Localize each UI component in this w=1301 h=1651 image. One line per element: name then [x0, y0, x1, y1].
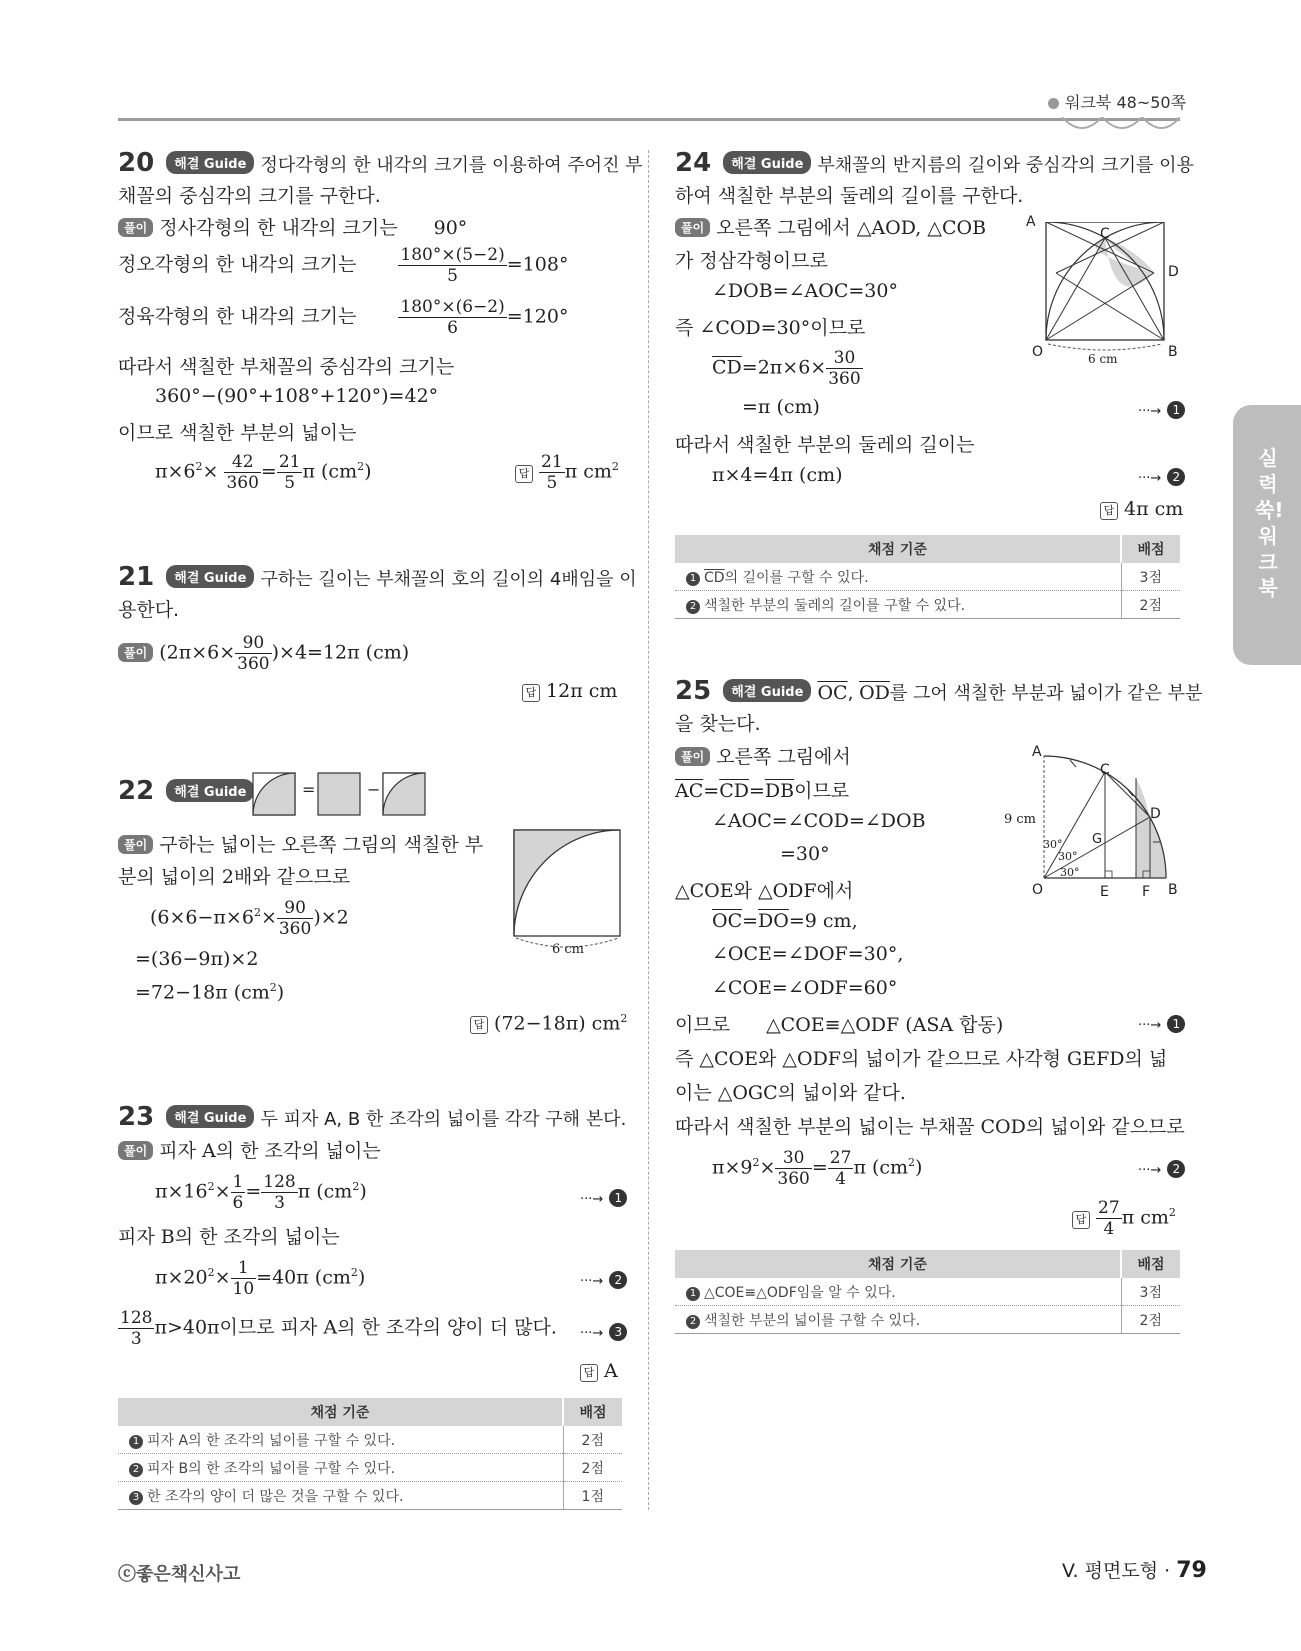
- q20-line3: [118, 297, 568, 338]
- answer-icon: 답: [1100, 502, 1118, 520]
- q23-line4: [155, 1258, 365, 1299]
- fraction: [261, 1172, 297, 1213]
- q22-header: [118, 776, 254, 806]
- guide-badge: 해결 Guide: [166, 779, 254, 802]
- guide-text-cont: 채꼴의 중심각의 크기를 구한다.: [118, 185, 381, 207]
- label-O: O: [1032, 882, 1044, 898]
- fraction: [1096, 1198, 1122, 1239]
- workbook-reference: [1048, 90, 1186, 113]
- label-B: B: [1168, 882, 1178, 898]
- label-O: O: [1032, 344, 1044, 360]
- q20-line1: [118, 213, 467, 240]
- q22-figure: [512, 828, 624, 960]
- text: ,: [847, 683, 860, 704]
- fraction: [277, 452, 303, 493]
- question-number: 24: [675, 148, 712, 178]
- sup: 2: [352, 1180, 360, 1194]
- solution-badge: 풀이: [675, 218, 710, 237]
- q25-line5: △COE와 △ODF에서: [675, 880, 854, 902]
- text: △COE≡△ODF (ASA 합동): [766, 1014, 1004, 1036]
- question-number: 25: [675, 676, 712, 706]
- arrow: ···→: [1138, 1018, 1162, 1033]
- text: π (cm: [302, 460, 358, 483]
- angle-label: 30°: [1060, 866, 1080, 879]
- q24-mark2: [1138, 465, 1185, 487]
- row-text: △COE≡△ODF임을 알 수 있다.: [704, 1284, 896, 1301]
- denominator: 10: [232, 1279, 255, 1299]
- arc-label: $\overline{DB}$: [764, 780, 795, 802]
- text: 이므로: [794, 780, 850, 802]
- row-points: 3점: [1121, 563, 1180, 591]
- angle-label: 30°: [1058, 850, 1078, 863]
- numerator: 27: [829, 1148, 852, 1168]
- label-F: F: [1142, 884, 1151, 900]
- denominator: 360: [278, 919, 312, 939]
- q24-line7: 따라서 색칠한 부분의 둘레의 길이는: [675, 434, 975, 456]
- row-text: 피자 A의 한 조각의 넓이를 구할 수 있다.: [147, 1432, 396, 1449]
- q22-figure-length: 6 cm: [552, 942, 585, 957]
- arc-label: $\overline{CD}$: [712, 356, 742, 379]
- row-text: 의 길이를 구할 수 있다.: [724, 569, 869, 586]
- q25-line7: ∠OCE=∠DOF=30°,: [712, 943, 904, 965]
- q20-line2: [118, 245, 568, 286]
- column-divider: [648, 150, 649, 1510]
- fraction: [235, 633, 271, 674]
- denominator: 3: [130, 1329, 142, 1349]
- answer-icon: 답: [580, 1364, 598, 1382]
- fraction: [224, 452, 260, 493]
- q25-line11: 이는 △OGC의 넓이와 같다.: [675, 1082, 906, 1104]
- row-points: 1점: [563, 1482, 622, 1510]
- guide-text: 구하는 길이는 부채꼴의 호의 길이의 4배임을 이: [260, 569, 637, 590]
- q20-line6: 이므로 색칠한 부분의 넓이는: [118, 422, 357, 444]
- row-text: 색칠한 부분의 둘레의 길이를 구할 수 있다.: [704, 597, 966, 614]
- q25-line8: ∠COE=∠ODF=60°: [712, 977, 898, 999]
- guide-badge: 해결 Guide: [166, 151, 254, 174]
- q24-mark1: [1138, 398, 1185, 420]
- text: 이므로: [675, 1014, 731, 1036]
- row-points: 2점: [563, 1454, 622, 1482]
- row-points: 2점: [1121, 1306, 1180, 1334]
- numerator: 90: [277, 898, 313, 919]
- segment-label: $\overline{DO}$: [758, 910, 789, 932]
- q24-line3: ∠DOB=∠AOC=30°: [712, 280, 898, 302]
- points-header: 배점: [1121, 1250, 1180, 1278]
- denominator: 4: [835, 1169, 847, 1189]
- q25-header: [675, 676, 1202, 706]
- sup: 2: [350, 1266, 358, 1280]
- q24-figure: [1042, 222, 1168, 358]
- text: =40π (cm: [256, 1266, 351, 1289]
- row-points: 2점: [1121, 591, 1180, 619]
- answer-value: 4π cm: [1124, 498, 1184, 520]
- label-D: D: [1168, 264, 1179, 280]
- numerator: 27: [1098, 1198, 1120, 1218]
- q21-header: [118, 562, 637, 592]
- text: =72−18π (cm: [135, 981, 270, 1004]
- q25-line13: [712, 1148, 922, 1189]
- fraction: [277, 898, 313, 939]
- q25-line1: [675, 742, 851, 769]
- text: ): [364, 460, 372, 483]
- result: =108°: [506, 253, 569, 276]
- answer-value: 12π cm: [546, 680, 618, 702]
- q25-mark2: [1138, 1157, 1185, 1179]
- row-number: 1: [686, 1287, 700, 1301]
- text: ×: [202, 460, 219, 483]
- numerator: 30: [775, 1148, 811, 1169]
- q25-scoring-table: [675, 1250, 1180, 1334]
- text: 오른쪽 그림에서 △AOD, △COB: [716, 217, 987, 239]
- answer-icon: 답: [1072, 1211, 1090, 1229]
- fraction: [775, 1148, 811, 1189]
- text: ×: [214, 1266, 231, 1289]
- criteria-header: 채점 기준: [675, 1250, 1121, 1278]
- q23-line1: [118, 1136, 381, 1163]
- q23-mark3: [580, 1320, 627, 1342]
- mark-number: 1: [1167, 1015, 1185, 1033]
- guide-badge: 해결 Guide: [723, 679, 811, 702]
- text: ×: [214, 1180, 231, 1203]
- side-tab-label: 실력 쑥! 워크북: [1255, 446, 1284, 600]
- label-G: G: [1092, 832, 1103, 847]
- q23-line5: [118, 1308, 557, 1349]
- arrow: ···→: [580, 1274, 604, 1289]
- arrow: ···→: [1138, 471, 1162, 486]
- fraction: [398, 245, 506, 286]
- text: =: [260, 460, 277, 483]
- text: 정육각형의 한 내각의 크기는: [118, 305, 357, 328]
- denominator: 360: [777, 1169, 810, 1189]
- text: ×: [260, 906, 277, 929]
- solution-badge: 풀이: [118, 835, 153, 854]
- sup: 2: [620, 1012, 628, 1025]
- sup: 2: [357, 460, 365, 474]
- text: π (cm: [853, 1156, 909, 1179]
- solution-badge: 풀이: [675, 747, 710, 766]
- mark-number: 1: [609, 1189, 627, 1207]
- text: )×2: [313, 906, 349, 929]
- arrow: ···→: [580, 1326, 604, 1341]
- text: =: [245, 1180, 262, 1203]
- numerator: 1: [232, 1172, 244, 1192]
- denominator: 360: [237, 654, 270, 674]
- table-row: [118, 1482, 622, 1510]
- segment-label: $\overline{OC}$: [712, 910, 743, 932]
- table-row: [118, 1454, 622, 1482]
- text: =: [742, 910, 759, 932]
- q25-line10: 즉 △COE와 △ODF의 넓이가 같으므로 사각형 GEFD의 넓: [675, 1048, 1168, 1070]
- text: π×20: [155, 1266, 208, 1289]
- row-number: 1: [686, 572, 700, 586]
- table-row: [675, 1306, 1180, 1334]
- solution-badge: 풀이: [118, 218, 153, 237]
- question-number: 23: [118, 1102, 155, 1132]
- text: =9 cm,: [788, 910, 858, 932]
- sup: 2: [908, 1156, 916, 1170]
- question-number: 21: [118, 562, 155, 592]
- numerator: 42: [224, 452, 260, 473]
- text: 오른쪽 그림에서: [716, 746, 851, 768]
- separator: ·: [1164, 1560, 1171, 1582]
- q21-answer: [522, 680, 617, 702]
- row-number: 2: [129, 1463, 143, 1477]
- q23-header: [118, 1102, 626, 1132]
- row-text: 한 조각의 양이 더 많은 것을 구할 수 있다.: [147, 1488, 404, 1505]
- equals-sign: =: [302, 780, 316, 799]
- denominator: 6: [232, 1193, 244, 1213]
- sup: 2: [207, 1180, 215, 1194]
- text: =: [703, 780, 720, 802]
- fraction: [118, 1308, 154, 1349]
- row-points: 3점: [1121, 1278, 1180, 1306]
- q22-line3: [150, 898, 349, 939]
- table-row: [675, 563, 1180, 591]
- label-C: C: [1100, 762, 1110, 778]
- label-D: D: [1150, 806, 1161, 822]
- row-points: 2점: [563, 1426, 622, 1454]
- q24-scoring-table: [675, 535, 1180, 619]
- q25-line9: [675, 1010, 1003, 1037]
- answer-value: (72−18π) cm: [494, 1012, 621, 1035]
- label-A: A: [1026, 214, 1036, 230]
- minus-sign: −: [367, 780, 381, 799]
- denominator: 5: [546, 473, 558, 493]
- text: )×4=12π (cm): [271, 641, 410, 664]
- text: π×16: [155, 1180, 208, 1203]
- sup: 2: [1168, 1206, 1176, 1220]
- q25-line4: =30°: [780, 843, 830, 865]
- numerator: 30: [826, 348, 862, 369]
- q23-line2: [155, 1172, 367, 1213]
- guide-text: 를 그어 색칠한 부분과 넓이가 같은 부분: [889, 683, 1203, 704]
- criteria-header: 채점 기준: [675, 535, 1121, 563]
- denominator: 3: [274, 1193, 285, 1213]
- numerator: 21: [278, 452, 301, 472]
- q20-line4: 따라서 색칠한 부채꼴의 중심각의 크기는: [118, 356, 455, 378]
- text: (6×6−π×6: [150, 906, 254, 929]
- label-A: A: [1032, 744, 1042, 760]
- text: π>40π이므로 피자 A의 한 조각의 양이 더 많다.: [154, 1316, 557, 1339]
- mark-number: 3: [609, 1323, 627, 1341]
- text: =2π×6×: [741, 356, 827, 379]
- text: ): [359, 1180, 367, 1203]
- numerator: 1: [231, 1258, 257, 1279]
- text: 정오각형의 한 내각의 크기는: [118, 253, 357, 276]
- denominator: 360: [226, 473, 259, 493]
- fraction: [231, 1172, 246, 1213]
- numerator: 90: [235, 633, 271, 654]
- sup: 2: [611, 460, 619, 474]
- q23-mark2: [580, 1268, 627, 1290]
- row-text: 피자 B의 한 조각의 넓이를 구할 수 있다.: [147, 1460, 396, 1477]
- segment-label: $\overline{OD}$: [859, 682, 890, 704]
- q20-header: [118, 148, 643, 178]
- guide-text: 정다각형의 한 내각의 크기를 이용하여 주어진 부: [260, 155, 643, 176]
- guide-text: 부채꼴의 반지름의 길이와 중심각의 크기를 이용: [817, 155, 1194, 176]
- guide-text-cont: 을 찾는다.: [675, 713, 761, 735]
- label-C: C: [1100, 226, 1110, 242]
- length-label: 6 cm: [1088, 352, 1118, 366]
- arrow: ···→: [1138, 404, 1162, 419]
- q24-answer: [1100, 498, 1183, 520]
- length-label: 9 cm: [1004, 812, 1037, 827]
- q24-line5: [712, 348, 863, 389]
- question-number: 22: [118, 776, 155, 806]
- guide-text-cont: 하여 색칠한 부분의 둘레의 길이를 구한다.: [675, 185, 1024, 207]
- table-row: [118, 1426, 622, 1454]
- denominator: 4: [1103, 1219, 1115, 1239]
- q24-line2: 가 정삼각형이므로: [675, 250, 828, 272]
- criteria-header: 채점 기준: [118, 1398, 563, 1426]
- mark-number: 2: [1167, 1160, 1185, 1178]
- text: ): [276, 981, 285, 1004]
- row-number: 3: [129, 1491, 143, 1505]
- q22-line1: [118, 830, 483, 857]
- q22-answer: [470, 1012, 627, 1034]
- mark-number: 1: [1167, 401, 1185, 419]
- fraction: [828, 1148, 854, 1189]
- sup: 2: [195, 460, 203, 474]
- q25-mark1: [1138, 1012, 1185, 1034]
- solution-badge: 풀이: [118, 1141, 153, 1160]
- q24-line6: =π (cm): [742, 396, 820, 418]
- guide-badge: 해결 Guide: [723, 151, 811, 174]
- text: =: [748, 780, 765, 802]
- mark-number: 2: [609, 1271, 627, 1289]
- text: 정사각형의 한 내각의 크기는: [159, 217, 398, 239]
- answer-icon: 답: [522, 684, 540, 702]
- unit: π cm: [1121, 1206, 1169, 1229]
- fraction: [231, 1258, 257, 1299]
- text: ): [915, 1156, 923, 1179]
- text: =: [811, 1156, 828, 1179]
- q20-answer: [515, 452, 619, 493]
- q25-line12: 따라서 색칠한 부분의 넓이는 부채꼴 COD의 넓이와 같으므로: [675, 1116, 1185, 1138]
- row-text: 색칠한 부분의 넓이를 구할 수 있다.: [704, 1312, 921, 1329]
- chapter-title: V. 평면도형: [1062, 1560, 1159, 1582]
- text: π×9: [712, 1156, 753, 1179]
- denominator: 360: [828, 369, 861, 389]
- bullet-dot-icon: [1048, 98, 1059, 109]
- arrow: ···→: [580, 1192, 604, 1207]
- text: ×: [759, 1156, 776, 1179]
- answer-value: A: [604, 1360, 618, 1382]
- text: 구하는 넓이는 오른쪽 그림의 색칠한 부: [159, 834, 484, 856]
- numerator: 128: [263, 1172, 296, 1192]
- arrow: ···→: [1138, 1163, 1162, 1178]
- points-header: 배점: [563, 1398, 622, 1426]
- numerator: 180°×(5−2): [400, 245, 505, 265]
- label-E: E: [1100, 884, 1109, 900]
- arc-label: $\overline{CD}$: [704, 569, 725, 586]
- fraction: [539, 452, 565, 493]
- arc-label: $\overline{CD}$: [719, 780, 749, 802]
- denominator: 5: [284, 473, 296, 493]
- denominator: 6: [447, 318, 458, 338]
- answer-icon: 답: [515, 465, 533, 483]
- q24-line8: π×4=4π (cm): [712, 464, 843, 486]
- fraction: [826, 348, 862, 389]
- numerator: 128: [120, 1308, 153, 1328]
- q25-line3: ∠AOC=∠COD=∠DOB: [712, 810, 926, 832]
- header-tabs-decoration: [1062, 117, 1180, 135]
- q21-line1: [118, 633, 409, 674]
- guide-text: 두 피자 A, B 한 조각의 넓이를 각각 구해 본다.: [260, 1109, 627, 1130]
- q22-line4: =(36−9π)×2: [135, 948, 259, 970]
- q22-line5: [135, 981, 284, 1003]
- mark-number: 2: [1167, 468, 1185, 486]
- row-number: 1: [129, 1435, 143, 1449]
- table-row: [675, 591, 1180, 619]
- q22-guide-diagram: [252, 772, 427, 816]
- angle-label: 30°: [1043, 838, 1063, 851]
- publisher-logo: ⓒ좋은책신사고: [118, 1564, 241, 1585]
- question-number: 20: [118, 148, 155, 178]
- header-rule: [118, 118, 1180, 121]
- guide-text-cont: 용한다.: [118, 599, 180, 621]
- solution-badge: 풀이: [118, 643, 153, 662]
- q20-line5: 360°−(90°+108°+120°)=42°: [155, 385, 439, 407]
- sup: 2: [253, 906, 261, 920]
- denominator: 5: [447, 266, 458, 286]
- q24-header: [675, 148, 1194, 178]
- text: 피자 A의 한 조각의 넓이는: [159, 1140, 381, 1162]
- guide-badge: 해결 Guide: [166, 565, 254, 588]
- workbook-pages: 워크북 48~50쪽: [1065, 93, 1187, 112]
- answer-icon: 답: [470, 1016, 488, 1034]
- text: π×6: [155, 460, 196, 483]
- table-row: [675, 1278, 1180, 1306]
- numerator: 21: [541, 452, 563, 472]
- q25-line6: [712, 910, 858, 932]
- label-B: B: [1168, 344, 1178, 360]
- q20-line7: [155, 452, 372, 493]
- fraction: [398, 297, 506, 338]
- segment-label: $\overline{OC}$: [817, 682, 848, 704]
- unit: π cm: [564, 460, 612, 483]
- page-footer: [1062, 1556, 1207, 1583]
- q23-scoring-table: [118, 1398, 622, 1510]
- sup: 2: [269, 981, 277, 994]
- q23-mark1: [580, 1186, 627, 1208]
- sup: 2: [752, 1156, 760, 1170]
- q25-line2: [675, 776, 849, 803]
- result: =120°: [506, 305, 569, 328]
- text: (2π×6×: [159, 641, 236, 664]
- numerator: 180°×(6−2): [400, 297, 505, 317]
- page-number: 79: [1176, 1558, 1207, 1583]
- row-number: 2: [686, 1315, 700, 1329]
- q23-line3: 피자 B의 한 조각의 넓이는: [118, 1226, 340, 1248]
- text: ): [357, 1266, 366, 1289]
- points-header: 배점: [1121, 535, 1180, 563]
- value: 90°: [433, 217, 468, 239]
- q24-line4: 즉 ∠COD=30°이므로: [675, 317, 866, 339]
- q22-line2: 분의 넓이의 2배와 같으므로: [118, 866, 351, 888]
- q25-answer: [1072, 1198, 1176, 1239]
- sup: 2: [207, 1266, 215, 1280]
- side-tab[interactable]: [1233, 405, 1301, 665]
- text: π (cm: [297, 1180, 353, 1203]
- q24-line1: [675, 213, 986, 240]
- q23-answer: [580, 1360, 618, 1382]
- arc-label: $\overline{AC}$: [675, 780, 704, 802]
- guide-badge: 해결 Guide: [166, 1105, 254, 1128]
- row-number: 2: [686, 600, 700, 614]
